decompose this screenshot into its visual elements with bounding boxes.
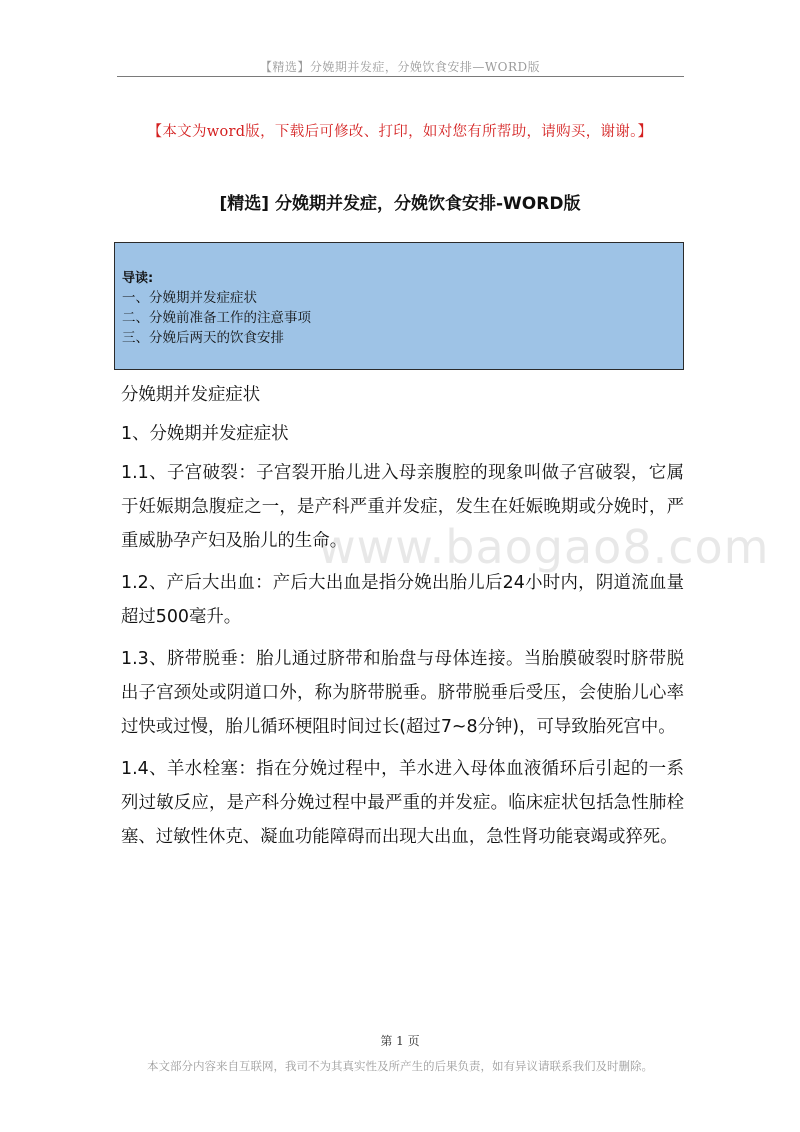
guide-item-1: 一、分娩期并发症症状 (122, 290, 257, 306)
header-divider (117, 76, 684, 77)
document-title: [精选] 分娩期并发症，分娩饮食安排-WORD版 (219, 194, 581, 214)
paragraph-postpartum-hemorrhage: 1.2、产后大出血：产后大出血是指分娩出胎儿后24小时内，阴道流血量超过500毫升。 (121, 573, 684, 627)
page-footer: 本文部分内容来自互联网，我司不为其真实性及所产生的后果负责，如有异议请联系我们及时删除。 (147, 1059, 653, 1073)
guide-item-2: 二、分娩前准备工作的注意事项 (122, 310, 311, 326)
page-number: 第 1 页 (380, 1034, 420, 1048)
watermark: www.baogao8.com (318, 520, 770, 574)
download-notice: 【本文为word版，下载后可修改、打印，如对您有所帮助，请购买，谢谢。】 (147, 124, 653, 140)
guide-label: 导读: (122, 271, 154, 286)
paragraph-amniotic-embolism: 1.4、羊水栓塞：指在分娩过程中，羊水进入母体血液循环后引起的一系列过敏反应，是产科分娩过程中最严重的并发症。临床症状包括急性肺栓塞、过敏性休克、凝血功能障碍而出现大出血，急性肾功能衰竭或猝死。 (121, 759, 684, 847)
subheading: 1、分娩期并发症症状 (121, 424, 289, 444)
page-header: 【精选】分娩期并发症，分娩饮食安排—WORD版 (259, 60, 541, 74)
guide-box (114, 242, 684, 370)
guide-item-3: 三、分娩后两天的饮食安排 (122, 330, 284, 346)
paragraph-cord-prolapse: 1.3、脐带脱垂：胎儿通过脐带和胎盘与母体连接。当胎膜破裂时脐带脱出子宫颈处或阴道口外，称为脐带脱垂。脐带脱垂后受压，会使胎儿心率过快或过慢，胎儿循环梗阻时间过长(超过7~8分钟)，可导致胎死宫中。 (121, 649, 684, 737)
section-heading: 分娩期并发症症状 (121, 385, 261, 405)
paragraph-uterine-rupture: 1.1、子宫破裂：子宫裂开胎儿进入母亲腹腔的现象叫做子宫破裂，它属于妊娠期急腹症之一，是产科严重并发症，发生在妊娠晚期或分娩时，严重威胁孕产妇及胎儿的生命。 (121, 463, 684, 551)
document-body (121, 378, 684, 862)
